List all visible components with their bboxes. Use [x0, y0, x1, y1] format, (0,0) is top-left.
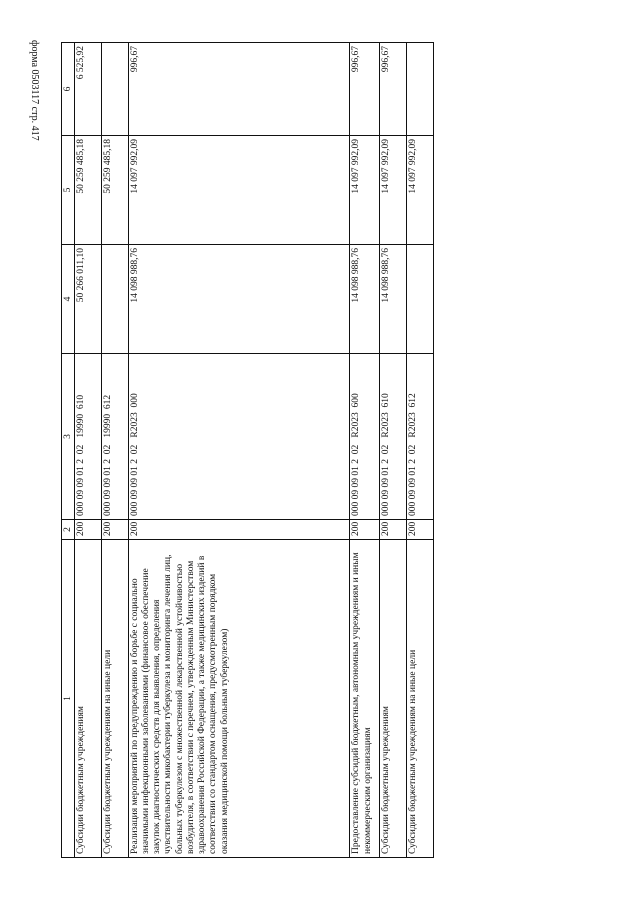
table-row	[350, 43, 380, 858]
line-code: 200	[350, 520, 380, 540]
form-number-note: форма 0503117 стр. 417	[29, 40, 40, 141]
executed-amount: 14 097 992,09	[350, 136, 380, 245]
table-row	[380, 43, 407, 858]
row-name: Субсидии бюджетным учреждениям	[75, 540, 102, 858]
approved-amount: 50 266 011,10	[75, 245, 102, 354]
approved-amount	[407, 245, 434, 354]
column-header: 3	[62, 354, 75, 520]
unexecuted-amount: 996,67	[128, 43, 349, 136]
unexecuted-amount	[101, 43, 128, 136]
column-number-row	[62, 43, 75, 858]
budget-code: 000 09 09 01 2 02 R2023 610	[380, 354, 407, 520]
column-header: 4	[62, 245, 75, 354]
approved-amount: 14 098 988,76	[350, 245, 380, 354]
approved-amount	[101, 245, 128, 354]
line-code: 200	[75, 520, 102, 540]
executed-amount: 14 097 992,09	[407, 136, 434, 245]
budget-code: 000 09 09 01 2 02 R2023 612	[407, 354, 434, 520]
row-name: Субсидии бюджетным учреждениям	[380, 540, 407, 858]
row-name: Реализация мероприятий по предупреждению и борьбе с социально значимыми инфекционными заболеваниями (финансовое обеспечение закупок диагностических средств для выявления, определения чувствительности микобактерии туберкулеза и мониторинга лечения лиц, больных туберкулезом с множественной лекарственной устойчивостью возбудителя, в соответствии с перечнем, утвержденным Министерством здравоохранения Российской Федерации, а также медицинских изделий в соответствии со стандартом оснащения, предусмотренным порядком оказания медицинской помощи больным туберкулезом)	[128, 540, 349, 858]
table-row	[101, 43, 128, 858]
executed-amount: 14 097 992,09	[380, 136, 407, 245]
line-code: 200	[380, 520, 407, 540]
column-header: 2	[62, 520, 75, 540]
budget-table	[61, 42, 434, 858]
row-name: Субсидии бюджетным учреждениям на иные цели	[407, 540, 434, 858]
column-header: 6	[62, 43, 75, 136]
column-header: 5	[62, 136, 75, 245]
rotated-page	[61, 43, 434, 858]
budget-code: 000 09 09 01 2 02 19990 612	[101, 354, 128, 520]
approved-amount: 14 098 988,76	[380, 245, 407, 354]
column-header: 1	[62, 540, 75, 858]
unexecuted-amount: 996,67	[350, 43, 380, 136]
budget-code: 000 09 09 01 2 02 R2023 000	[128, 354, 349, 520]
row-name: Предоставление субсидий бюджетным, автономным учреждениям и иным некоммерческим организациям	[350, 540, 380, 858]
unexecuted-amount: 6 525,92	[75, 43, 102, 136]
approved-amount: 14 098 988,76	[128, 245, 349, 354]
line-code: 200	[407, 520, 434, 540]
table-row	[407, 43, 434, 858]
line-code: 200	[128, 520, 349, 540]
budget-code: 000 09 09 01 2 02 R2023 600	[350, 354, 380, 520]
row-name: Субсидии бюджетным учреждениям на иные цели	[101, 540, 128, 858]
executed-amount: 50 259 485,18	[101, 136, 128, 245]
table-row	[128, 43, 349, 858]
budget-code: 000 09 09 01 2 02 19990 610	[75, 354, 102, 520]
line-code: 200	[101, 520, 128, 540]
unexecuted-amount: 996,67	[380, 43, 407, 136]
unexecuted-amount	[407, 43, 434, 136]
executed-amount: 14 097 992,09	[128, 136, 349, 245]
executed-amount: 50 259 485,18	[75, 136, 102, 245]
table-row	[75, 43, 102, 858]
